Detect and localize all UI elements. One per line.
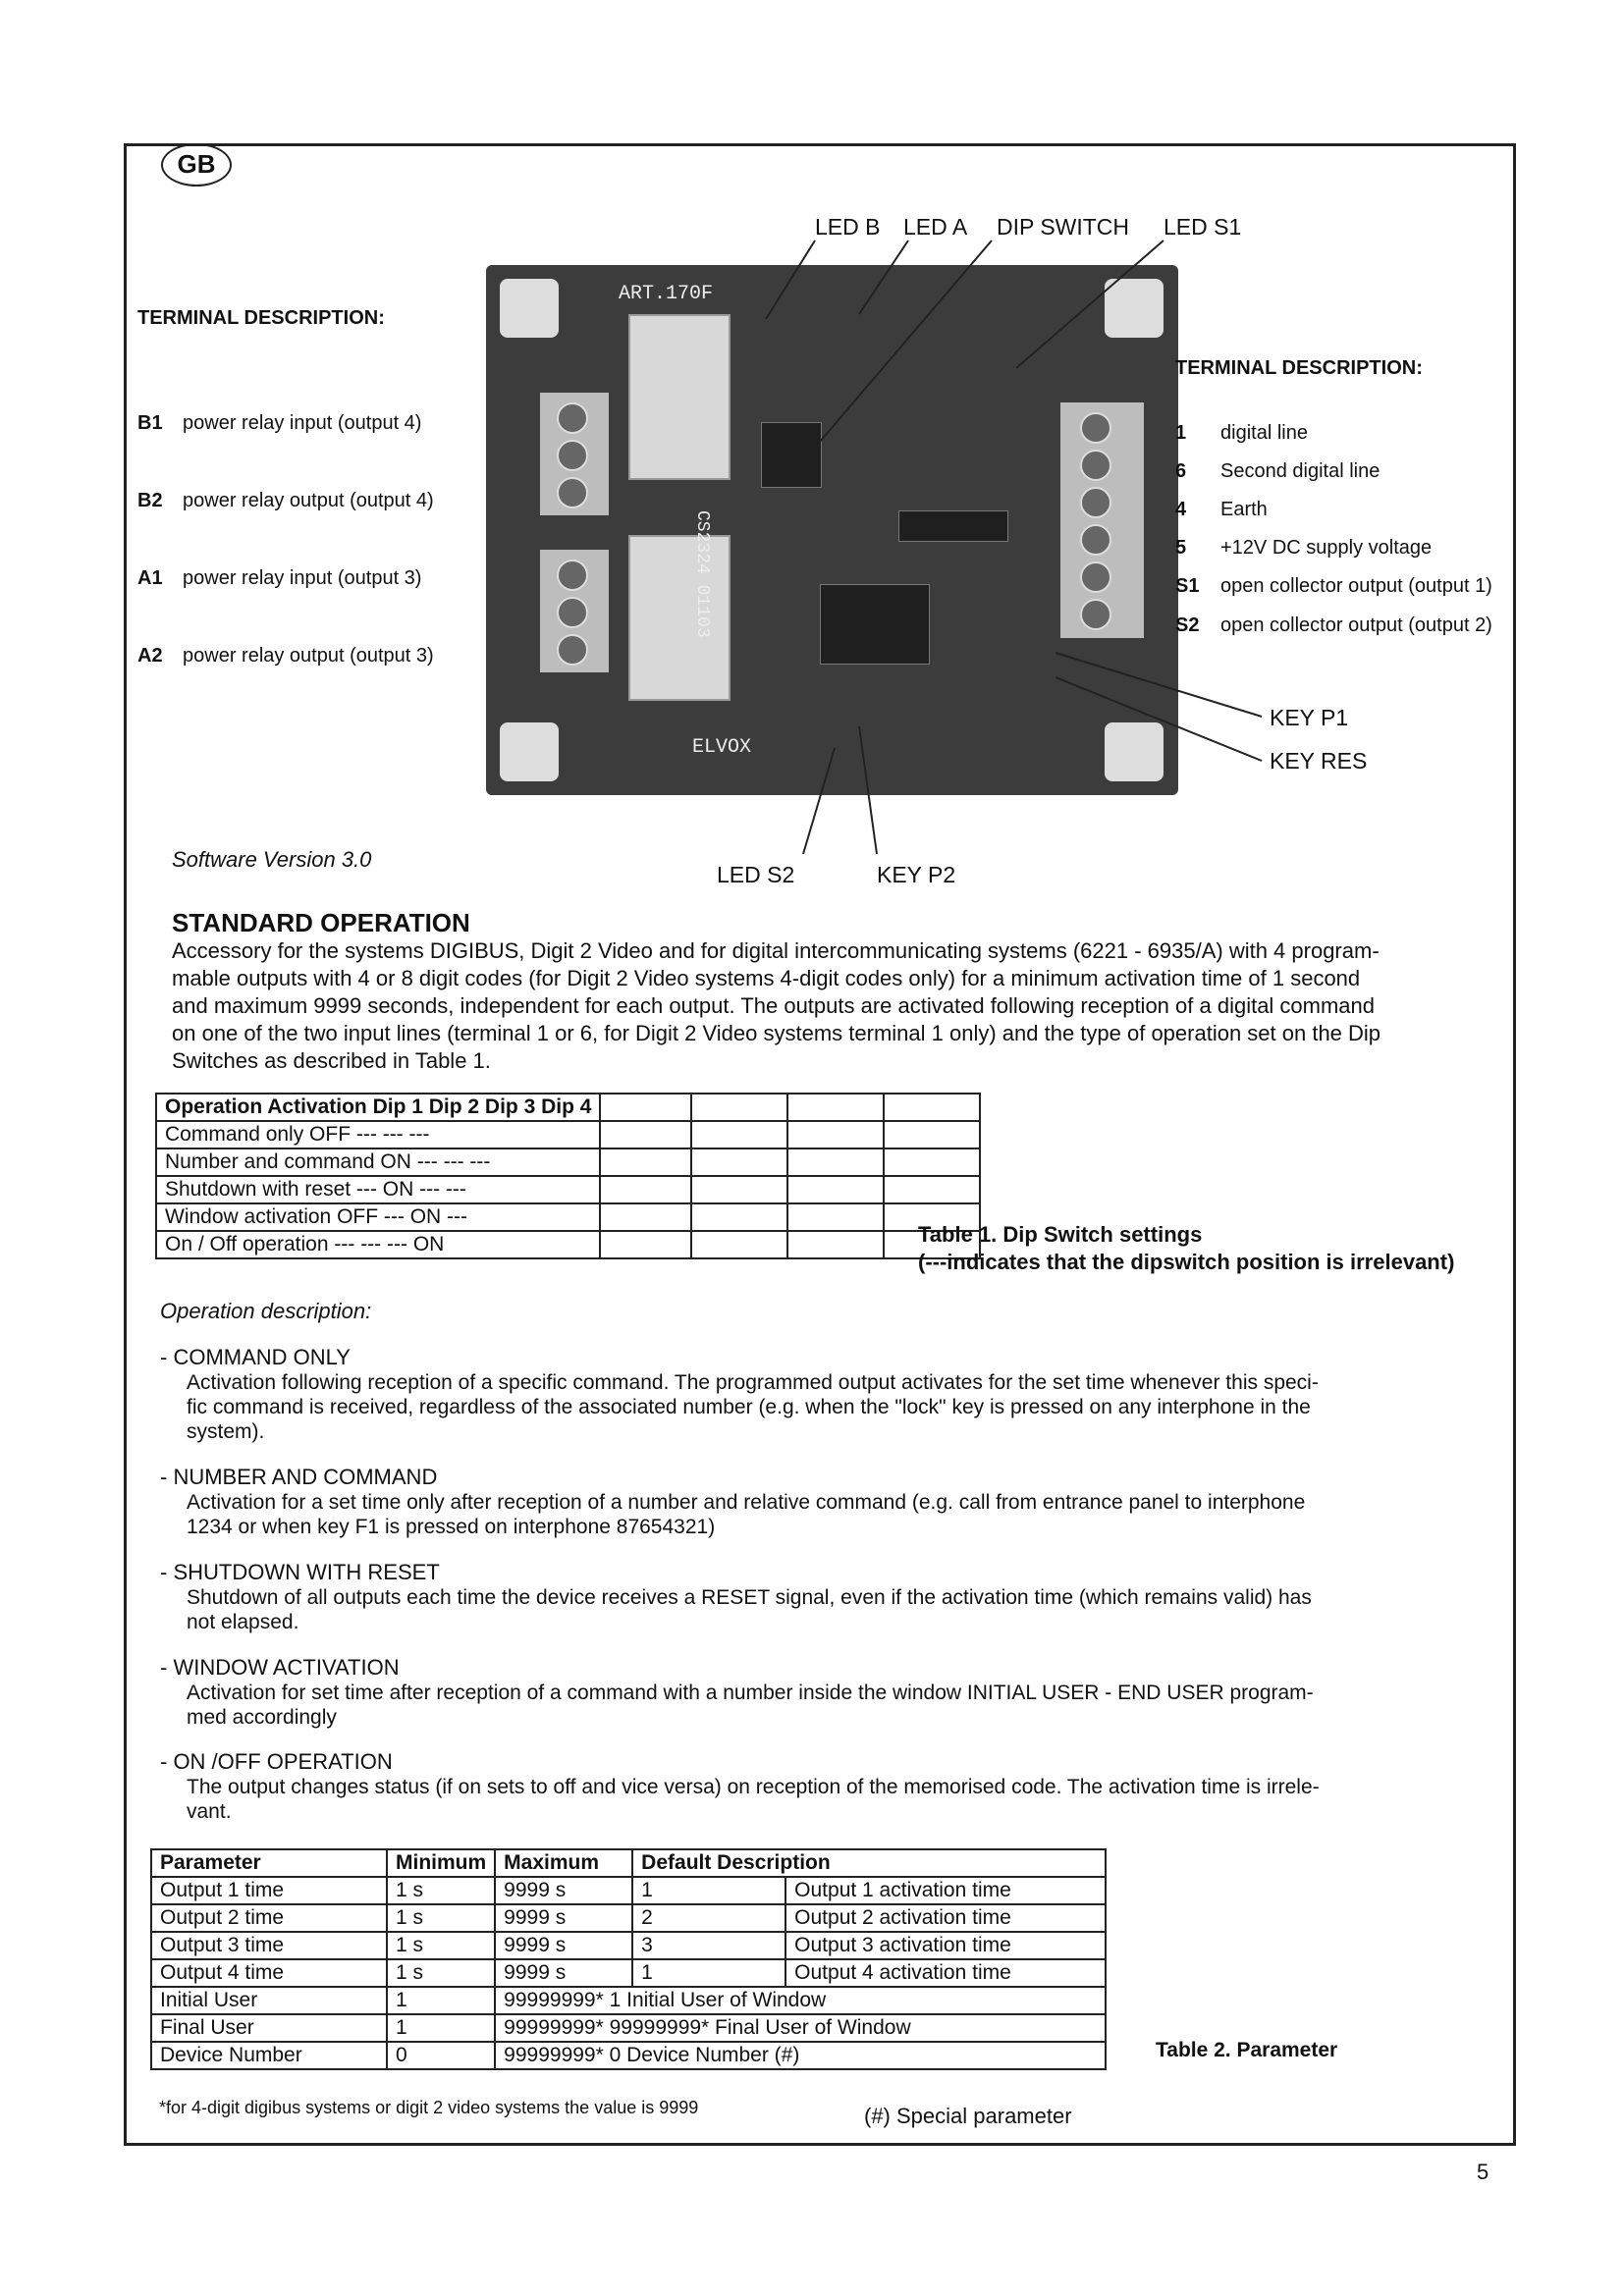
table-cell: 9999 s: [495, 1877, 632, 1904]
callout-led-s2: LED S2: [717, 862, 795, 887]
text-line: 1234 or when key F1 is pressed on interphone 87654321): [187, 1516, 716, 1538]
table-header: Minimum: [387, 1849, 495, 1877]
text-line: med accordingly: [187, 1706, 337, 1729]
terminal-desc: power relay output (output 4): [183, 490, 434, 511]
operation-text: [187, 1681, 1314, 1730]
table1-caption: Table 1. Dip Switch settings: [918, 1222, 1203, 1247]
operation-text: [187, 1490, 1305, 1539]
terminal-code: A1: [137, 567, 163, 589]
table-row: [156, 1176, 980, 1203]
callout-key-p2: KEY P2: [877, 862, 956, 887]
right-terminal-item: [1175, 422, 1308, 445]
table-cell: Output 3 time: [151, 1932, 387, 1959]
right-terminal-item: [1175, 499, 1268, 521]
operation-item: [160, 1560, 1312, 1634]
terminal-code: 1: [1175, 422, 1187, 444]
callout-key-p1: KEY P1: [1270, 705, 1349, 730]
table-row: [151, 1959, 1106, 1987]
table-cell: Window activation OFF --- ON ---: [156, 1203, 600, 1231]
operation-title: - ON /OFF OPERATION: [160, 1749, 393, 1774]
terminal-code: A2: [137, 645, 163, 667]
table-row: [151, 2042, 1106, 2069]
callout-led-s1: LED S1: [1164, 214, 1242, 240]
table-header: Maximum: [495, 1849, 632, 1877]
operation-item: [160, 1345, 1319, 1444]
right-terminal-heading: TERMINAL DESCRIPTION:: [1175, 357, 1423, 379]
table-row: [156, 1203, 980, 1231]
table-row: [156, 1231, 980, 1258]
table-cell: Output 3 activation time: [785, 1932, 1106, 1959]
right-terminal-item: [1175, 614, 1492, 637]
terminal-code: B2: [137, 490, 163, 511]
terminal-desc: open collector output (output 1): [1220, 575, 1492, 597]
operation-title: - NUMBER AND COMMAND: [160, 1465, 438, 1489]
table-cell: 9999 s: [495, 1932, 632, 1959]
table-row: [156, 1148, 980, 1176]
table-cell: 1 s: [387, 1959, 495, 1987]
table-row: [151, 1987, 1106, 2014]
table-cell: Shutdown with reset --- ON --- ---: [156, 1176, 600, 1203]
text-line: fic command is received, regardless of the associated number (e.g. when the "lock" key is pressed on any interphone in the: [187, 1396, 1311, 1418]
table-cell: 1 s: [387, 1877, 495, 1904]
table-header: Operation Activation Dip 1 Dip 2 Dip 3 Dip 4: [156, 1094, 600, 1121]
table-cell: 1: [387, 2014, 495, 2042]
table-cell: 99999999* 1 Initial User of Window: [495, 1987, 1106, 2014]
page-number: 5: [1477, 2160, 1489, 2184]
text-line: Activation following reception of a specific command. The programmed output activates for the set time whenever this speci-: [187, 1371, 1319, 1394]
board-model-label: ART.170F: [619, 283, 714, 305]
operation-title: - WINDOW ACTIVATION: [160, 1655, 400, 1680]
software-version: Software Version 3.0: [172, 847, 372, 872]
text-line: Activation for set time after reception of a command with a number inside the window INITIAL USER - END USER program-: [187, 1682, 1314, 1704]
terminal-code: S1: [1175, 575, 1200, 597]
table-cell: 1: [387, 1987, 495, 2014]
table-cell: 1 s: [387, 1904, 495, 1932]
operation-text: [187, 1370, 1319, 1444]
terminal-code: B1: [137, 412, 163, 434]
text-line: Activation for a set time only after reception of a number and relative command (e.g. call from entrance panel to interphone: [187, 1491, 1306, 1514]
parameter-table: [150, 1848, 1107, 2070]
table-cell: Device Number: [151, 2042, 387, 2069]
text-line: not elapsed.: [187, 1611, 299, 1633]
table-header: Default Description: [632, 1849, 1106, 1877]
table2-caption: Table 2. Parameter: [1156, 2039, 1338, 2061]
section-title: STANDARD OPERATION: [172, 908, 470, 937]
text-line: on one of the two input lines (terminal 1 or 6, for Digit 2 Video systems terminal 1 only) and the type of operation set on the Dip: [172, 1021, 1381, 1045]
text-line: and maximum 9999 seconds, independent for each output. The outputs are activated following reception of a digital command: [172, 993, 1376, 1018]
table-cell: Output 1 activation time: [785, 1877, 1106, 1904]
table-cell: 0: [387, 2042, 495, 2069]
special-parameter-note: (#) Special parameter: [864, 2104, 1072, 2128]
operation-title: - SHUTDOWN WITH RESET: [160, 1560, 440, 1584]
text-line: Switches as described in Table 1.: [172, 1048, 491, 1073]
table-row: [151, 1877, 1106, 1904]
table-row: [151, 1932, 1106, 1959]
table-cell: 3: [632, 1932, 785, 1959]
operation-item: [160, 1749, 1320, 1824]
callout-key-res: KEY RES: [1270, 748, 1368, 774]
table-cell: On / Off operation --- --- --- ON: [156, 1231, 600, 1258]
board-brand-label: ELVOX: [692, 736, 752, 759]
table-cell: 99999999* 99999999* Final User of Window: [495, 2014, 1106, 2042]
dip-switch-table: [155, 1093, 981, 1259]
table-header-row: [156, 1094, 980, 1121]
table1-note: (---indicates that the dipswitch position is irrelevant): [918, 1250, 1455, 1274]
left-terminal-item: [137, 412, 421, 435]
table-cell: 9999 s: [495, 1959, 632, 1987]
language-badge: GB: [161, 143, 232, 187]
table-cell: 2: [632, 1904, 785, 1932]
table-cell: 9999 s: [495, 1904, 632, 1932]
right-terminal-item: [1175, 537, 1432, 560]
board-code-label: CS2324 01103: [692, 510, 712, 638]
text-line: vant.: [187, 1800, 232, 1823]
table-cell: Number and command ON --- --- ---: [156, 1148, 600, 1176]
callout-led-a: LED A: [903, 214, 968, 240]
operation-title: - COMMAND ONLY: [160, 1345, 351, 1369]
table-cell: 1: [632, 1959, 785, 1987]
callout-led-b: LED B: [815, 214, 881, 240]
table-cell: Output 4 activation time: [785, 1959, 1106, 1987]
standard-operation-text: [172, 937, 1380, 1075]
table-cell: Output 2 time: [151, 1904, 387, 1932]
table-cell: 99999999* 0 Device Number (#): [495, 2042, 1106, 2069]
left-terminal-heading: TERMINAL DESCRIPTION:: [137, 307, 385, 329]
terminal-code: 4: [1175, 499, 1187, 520]
left-terminal-item: [137, 567, 421, 590]
text-line: The output changes status (if on sets to off and vice versa) on reception of the memorised code. The activation time is irrele-: [187, 1776, 1320, 1798]
terminal-code: 5: [1175, 537, 1187, 559]
terminal-desc: +12V DC supply voltage: [1220, 537, 1433, 559]
table-cell: Output 1 time: [151, 1877, 387, 1904]
terminal-desc: power relay input (output 3): [183, 567, 422, 589]
table-cell: 1: [632, 1877, 785, 1904]
right-terminal-item: [1175, 575, 1492, 598]
table-header: Parameter: [151, 1849, 387, 1877]
terminal-code: 6: [1175, 460, 1187, 482]
footnote: *for 4-digit digibus systems or digit 2 video systems the value is 9999: [159, 2098, 699, 2117]
table-cell: Output 4 time: [151, 1959, 387, 1987]
text-line: mable outputs with 4 or 8 digit codes (for Digit 2 Video systems 4-digit codes only) for a minimum activation time of 1 second: [172, 966, 1361, 990]
right-terminal-item: [1175, 460, 1380, 483]
operation-text: [187, 1585, 1312, 1634]
table-cell: Command only OFF --- --- ---: [156, 1121, 600, 1148]
terminal-code: S2: [1175, 614, 1200, 636]
left-terminal-item: [137, 645, 434, 667]
text-line: Accessory for the systems DIGIBUS, Digit 2 Video and for digital intercommunicating systems (6221 - 6935/A) with 4 program-: [172, 938, 1380, 963]
terminal-desc: open collector output (output 2): [1220, 614, 1492, 636]
table-cell: 1 s: [387, 1932, 495, 1959]
operation-description-heading: Operation description:: [160, 1299, 372, 1323]
table-row: [151, 1904, 1106, 1932]
terminal-desc: power relay input (output 4): [183, 412, 422, 434]
table-cell: Initial User: [151, 1987, 387, 2014]
left-terminal-item: [137, 490, 434, 512]
table-header-row: [151, 1849, 1106, 1877]
operation-item: [160, 1655, 1314, 1730]
operation-item: [160, 1465, 1305, 1539]
text-line: Shutdown of all outputs each time the device receives a RESET signal, even if the activation time (which remains valid) has: [187, 1586, 1312, 1609]
terminal-desc: digital line: [1220, 422, 1308, 444]
text-line: system).: [187, 1420, 265, 1443]
table-cell: Final User: [151, 2014, 387, 2042]
terminal-desc: Earth: [1220, 499, 1268, 520]
table-row: [151, 2014, 1106, 2042]
table-row: [156, 1121, 980, 1148]
operation-text: [187, 1775, 1320, 1824]
terminal-desc: Second digital line: [1220, 460, 1380, 482]
terminal-desc: power relay output (output 3): [183, 645, 434, 667]
callout-dip-switch: DIP SWITCH: [997, 214, 1130, 240]
table-cell: Output 2 activation time: [785, 1904, 1106, 1932]
